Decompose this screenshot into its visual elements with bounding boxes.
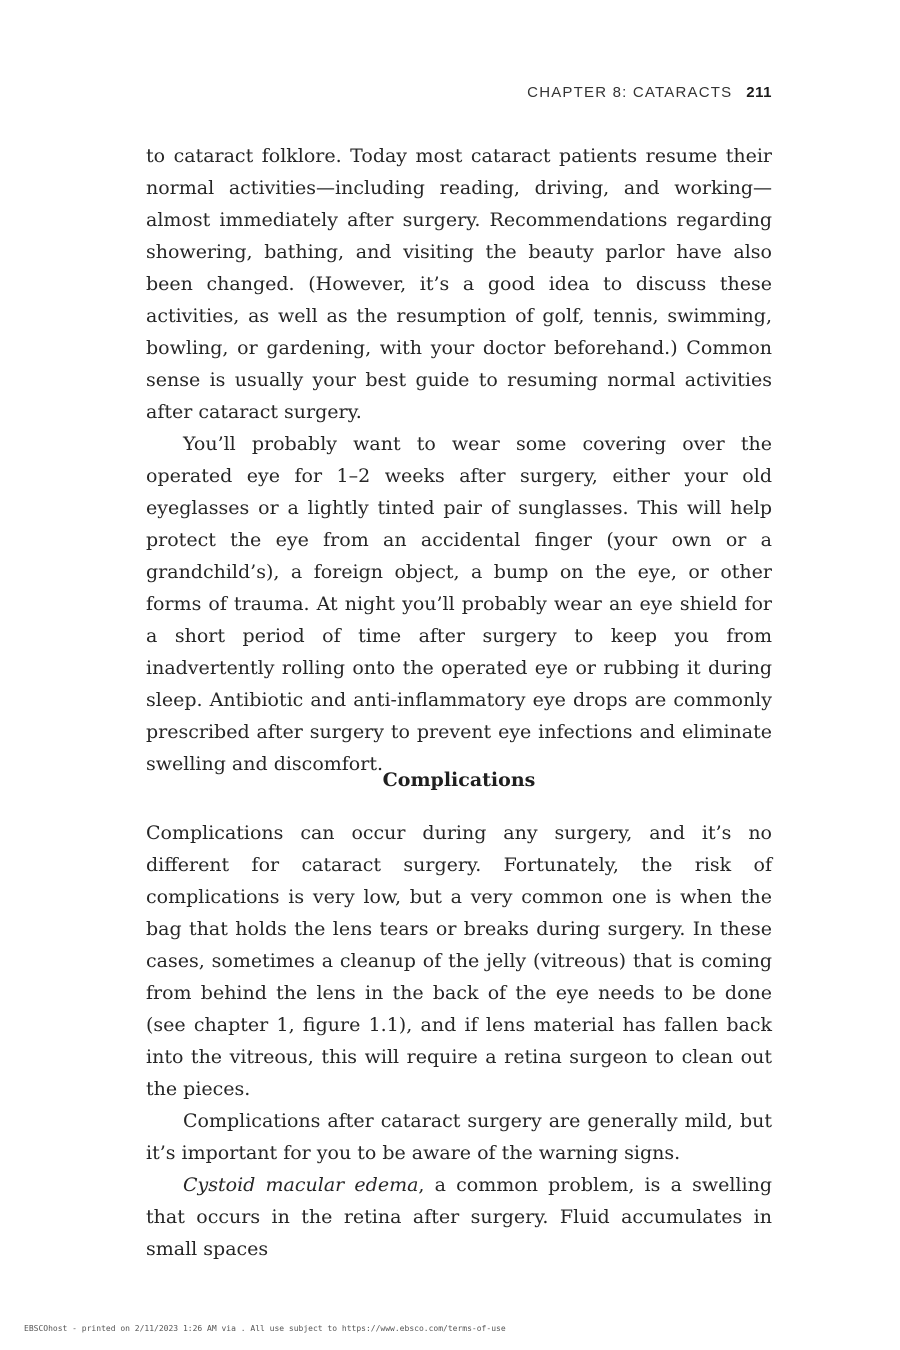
paragraph: to cataract folklore. Today most cataract patients resume their normal activities—including reading, driving, and working—almost immediately after surgery. Recommendations regarding showering, bathing, and visiting the beauty parlor have also been changed. (However, it’s a good idea to discuss these activities, as well as the resumption of golf, tennis, swimming, bowling, or gardening, with your doctor beforehand.) Common sense is usually your best guide to resuming normal activities after cataract surgery. xyxy=(146,145,772,423)
running-head xyxy=(527,84,772,101)
paragraph: Complications after cataract surgery are generally mild, but it’s important for you to be aware of the warning signs. xyxy=(146,1110,772,1164)
paragraph xyxy=(146,1169,772,1265)
paragraph-continuation: , a common problem, is a swelling that occurs in the retina after surgery. Fluid accumulates in small spaces xyxy=(146,1174,772,1260)
page-number: 211 xyxy=(746,84,772,101)
chapter-title: CHAPTER 8: CATARACTS xyxy=(527,84,733,101)
footer-notice: EBSCOhost - printed on 2/11/2023 1:26 AM via . All use subject to https://www.ebsco.com/terms-of-use xyxy=(24,1324,506,1333)
paragraph: You’ll probably want to wear some covering over the operated eye for 1–2 weeks after surgery, either your old eyeglasses or a lightly tinted pair of sunglasses. This will help protect the eye from an accidental finger (your own or a grandchild’s), a foreign object, a bump on the eye, or other forms of trauma. At night you’ll probably wear an eye shield for a short period of time after surgery to keep you from inadvertently rolling onto the operated eye or rubbing it during sleep. Antibiotic and anti-inflammatory eye drops are commonly prescribed after surgery to prevent eye infections and eliminate swelling and discomfort. xyxy=(146,433,772,775)
section-heading: Complications xyxy=(382,769,536,791)
paragraph: Complications can occur during any surgery, and it’s no different for cataract surgery. Fortunately, the risk of complications is very low, but a very common one is when the bag that holds the lens tears or breaks during surgery. In these cases, sometimes a cleanup of the jelly (vitreous) that is coming from behind the lens in the back of the eye needs to be done (see chapter 1, figure 1.1), and if lens material has fallen back into the vitreous, this will require a retina surgeon to clean out the pieces. xyxy=(146,822,772,1100)
body-text-top xyxy=(146,140,772,780)
body-text-complications xyxy=(146,817,772,1265)
italic-term: Cystoid macular edema xyxy=(183,1174,419,1196)
